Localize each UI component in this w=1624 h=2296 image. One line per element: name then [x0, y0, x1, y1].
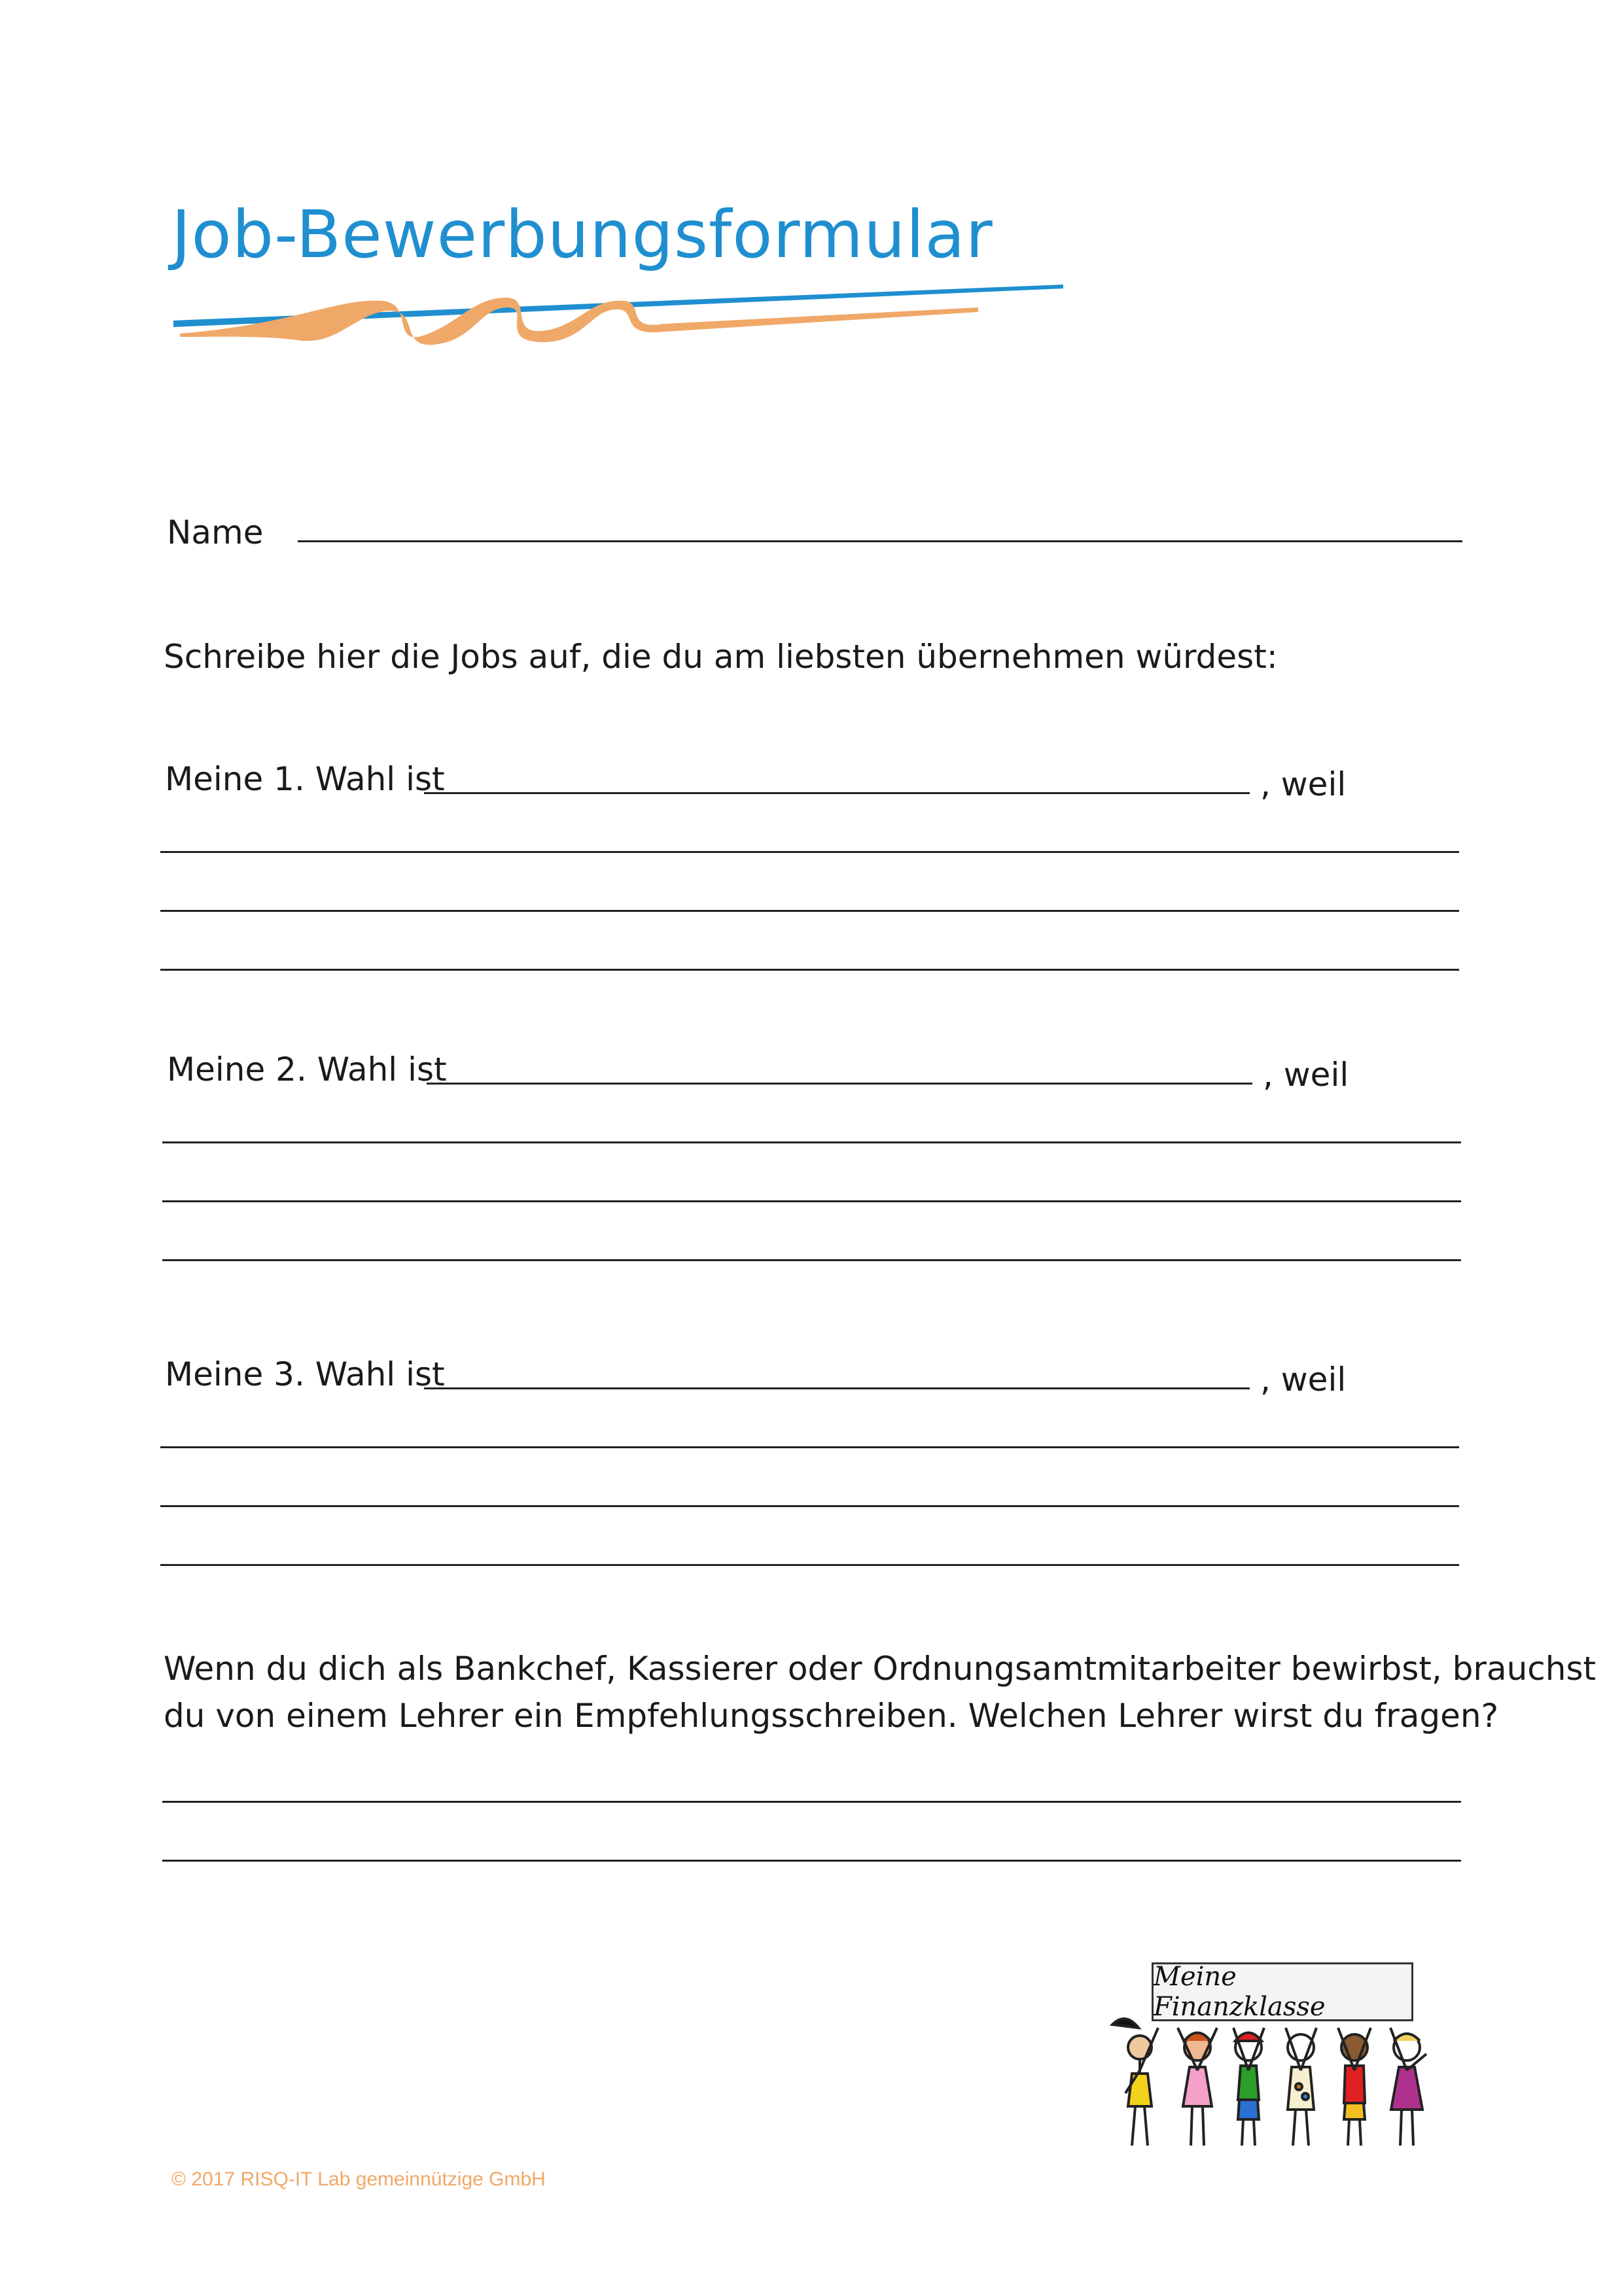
choice-2-reason-line[interactable] — [162, 1141, 1461, 1143]
reference-answer-line[interactable] — [162, 1860, 1461, 1862]
reference-question-line-2: du von einem Lehrer ein Empfehlungsschreiben. Welchen Lehrer wirst du fragen? — [164, 1697, 1499, 1735]
logo-sign: Meine Finanzklasse — [1152, 1962, 1413, 2021]
choice-1-reason-line[interactable] — [160, 910, 1459, 912]
name-input-line[interactable] — [298, 540, 1462, 542]
choice-2-reason-line[interactable] — [162, 1259, 1461, 1261]
choice-2-suffix: , weil — [1263, 1056, 1349, 1094]
choice-3-reason-line[interactable] — [160, 1564, 1459, 1566]
page-title: Job-Bewerbungsformular — [171, 196, 993, 273]
kids-illustration — [1099, 1956, 1466, 2165]
choice-1-label: Meine 1. Wahl ist — [165, 760, 445, 798]
choice-1-reason-line[interactable] — [160, 851, 1459, 853]
choice-3-reason-line[interactable] — [160, 1446, 1459, 1448]
choice-3-reason-line[interactable] — [160, 1505, 1459, 1507]
copyright-notice: © 2017 RISQ-IT Lab gemeinnützige GmbH — [171, 2168, 546, 2190]
reference-answer-line[interactable] — [162, 1801, 1461, 1803]
choice-1-input-line[interactable] — [424, 792, 1250, 794]
choice-3-label: Meine 3. Wahl ist — [165, 1355, 445, 1393]
choice-2-reason-line[interactable] — [162, 1200, 1461, 1202]
choice-1-reason-line[interactable] — [160, 969, 1459, 971]
choice-2-input-line[interactable] — [427, 1083, 1252, 1085]
choice-2-label: Meine 2. Wahl ist — [167, 1051, 447, 1088]
name-label: Name — [167, 513, 264, 551]
choice-1-suffix: , weil — [1260, 765, 1347, 803]
reference-question — [164, 1645, 1596, 1739]
title-swoosh-decoration — [167, 271, 1070, 363]
reference-question-line-1: Wenn du dich als Bankchef, Kassierer oder Ordnungsamtmitarbeiter bewirbst, brauchst — [164, 1650, 1597, 1688]
finanzklasse-logo — [1099, 1956, 1466, 2165]
choice-3-input-line[interactable] — [424, 1387, 1250, 1389]
jobs-prompt: Schreibe hier die Jobs auf, die du am liebsten übernehmen würdest: — [164, 638, 1278, 676]
choice-3-suffix: , weil — [1260, 1361, 1347, 1399]
